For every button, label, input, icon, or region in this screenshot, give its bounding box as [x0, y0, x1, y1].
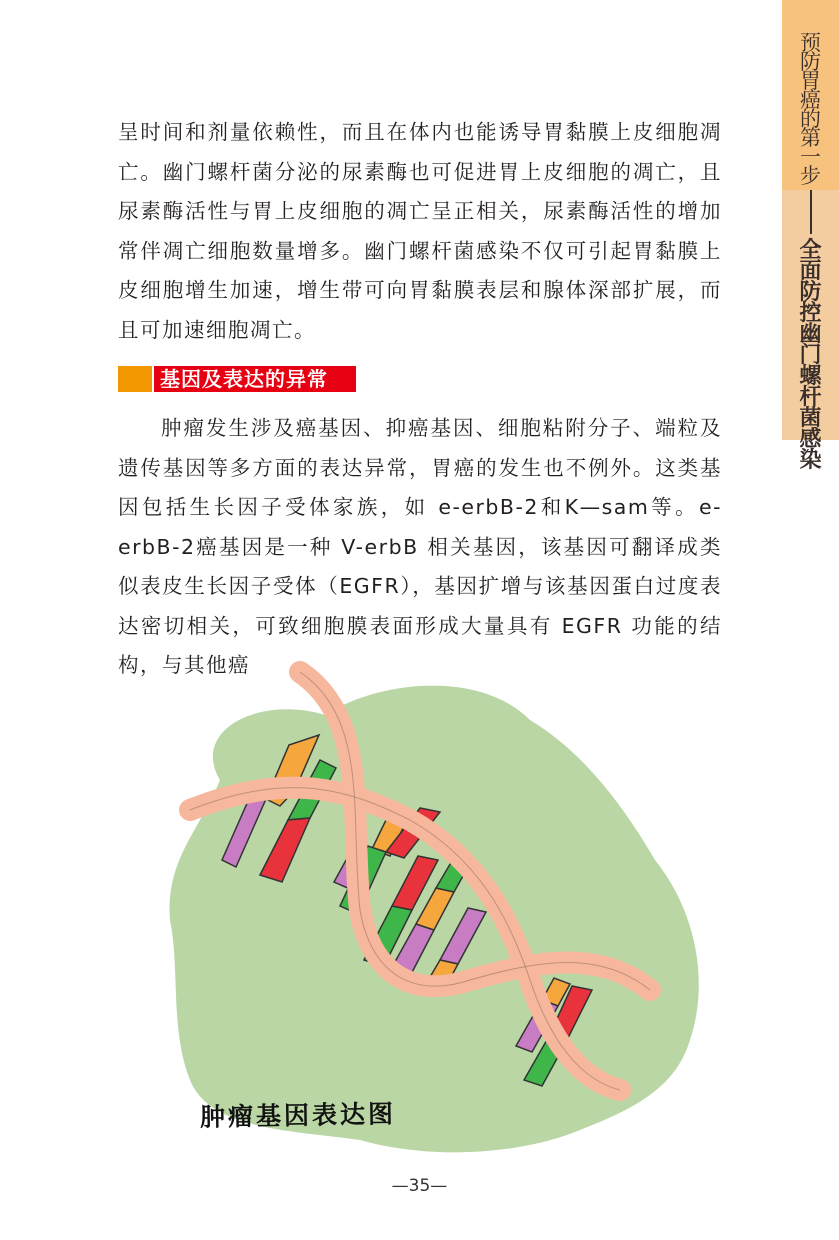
- figure-caption: 肿瘤基因表达图: [199, 1099, 397, 1132]
- side-tab-text: [782, 31, 839, 473]
- side-tab-rule: [810, 190, 812, 234]
- series-title: 预防胃癌的第一步: [800, 31, 821, 188]
- chapter-side-tab: [782, 0, 839, 473]
- body-paragraph-1: 呈时间和剂量依赖性，而且在体内也能诱导胃黏膜上皮细胞凋亡。幽门螺杆菌分泌的尿素酶也可促进胃上皮细胞的凋亡，且尿素酶活性与胃上皮细胞的凋亡呈正相关，尿素酶活性的增加常伴凋亡细胞数量增多。幽门螺杆菌感染不仅可引起胃黏膜上皮细胞增生加速，增生带可向胃黏膜表层和腺体深部扩展，而且可加速细胞凋亡。: [118, 120, 722, 342]
- section-heading-bar: [118, 366, 358, 392]
- page-number: —35—: [391, 1176, 448, 1196]
- body-paragraph-2: 肿瘤发生涉及癌基因、抑癌基因、细胞粘附分子、端粒及遗传基因等多方面的表达异常，胃癌的发生也不例外。这类基因包括生长因子受体家族，如 e-erbB-2和K—sam等。e-erbB-2癌基因是一种 V-erbB 相关基因，该基因可翻译成类似表皮生长因子受体（EGFR），基因扩增与该基因蛋白过度表达密切相关，可致细胞膜表面形成大量具有 EGFR 功能的结构，与其他癌: [118, 416, 722, 677]
- chapter-title: 全面防控幽门螺杆菌感染: [799, 238, 822, 473]
- heading-accent: [118, 366, 152, 392]
- section-heading: 基因及表达的异常: [154, 366, 356, 392]
